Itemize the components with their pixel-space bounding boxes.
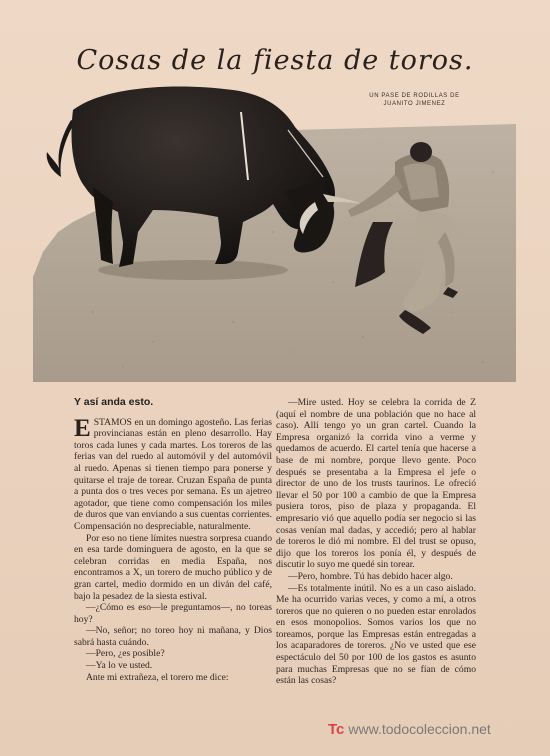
caption-line-1: UN PASE DE RODILLAS DE	[369, 93, 460, 99]
paragraph: —Es totalmente inútil. No es a un caso aislado. Me ha ocurrido varias veces, y como a mí, a otros toreros que no quieren o no pueden estar enrolados en esos monopolios. Somos varios los que no toreamos, porque las Empresas están entregadas a los acaparadores de toreros. ¿No ve usted que ese espectáculo del 50 por 100 de los gastos es asunto para muchas Empresas que no se fían de cómo están las cosas?	[276, 582, 476, 687]
watermark-text: www.todocoleccion.net	[348, 721, 491, 737]
caption-line-2: JUANITO JIMENEZ	[383, 101, 446, 107]
paragraph: —Ya lo ve usted.	[86, 660, 153, 672]
article-title: Cosas de la fiesta de toros.	[76, 45, 474, 76]
paragraph: —Pero, ¿es posible?	[86, 648, 165, 660]
paragraph	[74, 414, 272, 533]
drop-cap: E	[74, 414, 91, 442]
watermark-logo: Tc	[328, 721, 345, 738]
lead-word: STAMOS	[93, 416, 132, 428]
paragraph: —Pero, hombre. Tú has debido hacer algo.	[288, 570, 453, 582]
photo-caption	[352, 92, 477, 108]
article-column-1	[74, 397, 272, 683]
paragraph: —¿Cómo es eso—le preguntamos—, no toreas hoy?	[74, 602, 272, 625]
section-heading: Y así anda esto.	[74, 396, 154, 408]
site-watermark	[328, 721, 491, 738]
paragraph-text: en un domingo agosteño. Las ferias provincianas están en pleno desarrollo. Hay toros cada lunes y cada martes. Los toreros de las ferias van del ruedo al automóvil y del automóvil al ruedo. Apenas si tienen tiempo para ponerse y quitarse el traje de torear. Cruzan España de punta a punta dos o tres veces por semana. Es un ajetreo agotador, que tiene como compensación los miles de duros que van enviando a sus cuentas corrientes. Compensación no despreciable, naturalmente.	[74, 416, 272, 532]
paragraph: —No, señor; no toreo hoy ni mañana, y Dios sabrá hasta cuándo.	[74, 625, 272, 648]
paragraph: Por eso no tiene límites nuestra sorpresa cuando en esa tarde dominguera de agosto, en la que se celebran corridas en media España, nos encontramos a X, un torero de mucho público y de gran cartel, medio dormido en un diván del café, bajo la pesadez de la siesta estival.	[74, 532, 272, 602]
article-column-2	[276, 397, 476, 687]
paragraph: —Mire usted. Hoy se celebra la corrida de Z (aquí el nombre de una población que no hace al caso). Allí tengo yo un gran cartel. Cuando la Empresa organizó la corrida vino a verme y quedamos de acuerdo. El cartel tenía que hacerse a base de mi nombre, porque llevo gente. Poco después se presentaba a la Empresa el jefe o director de uno de los trusts taurinos. Le ofreció llevar el 50 por 100 a cambio de que la Empresa pusiera toros, piso de plaza y propaganda. El empresario vió que aquello podía ser negocio si las cosas venían mal dadas, y accedió; pero al hablar de toreros le dió mi nombre. El del trust se opuso, dijo que los toreros los ponía él, y después de discutir lo suyo me quedé sin torear.	[276, 397, 476, 571]
bullfight-photo	[33, 82, 516, 382]
paragraph: Ante mi extrañeza, el torero me dice:	[86, 671, 229, 683]
